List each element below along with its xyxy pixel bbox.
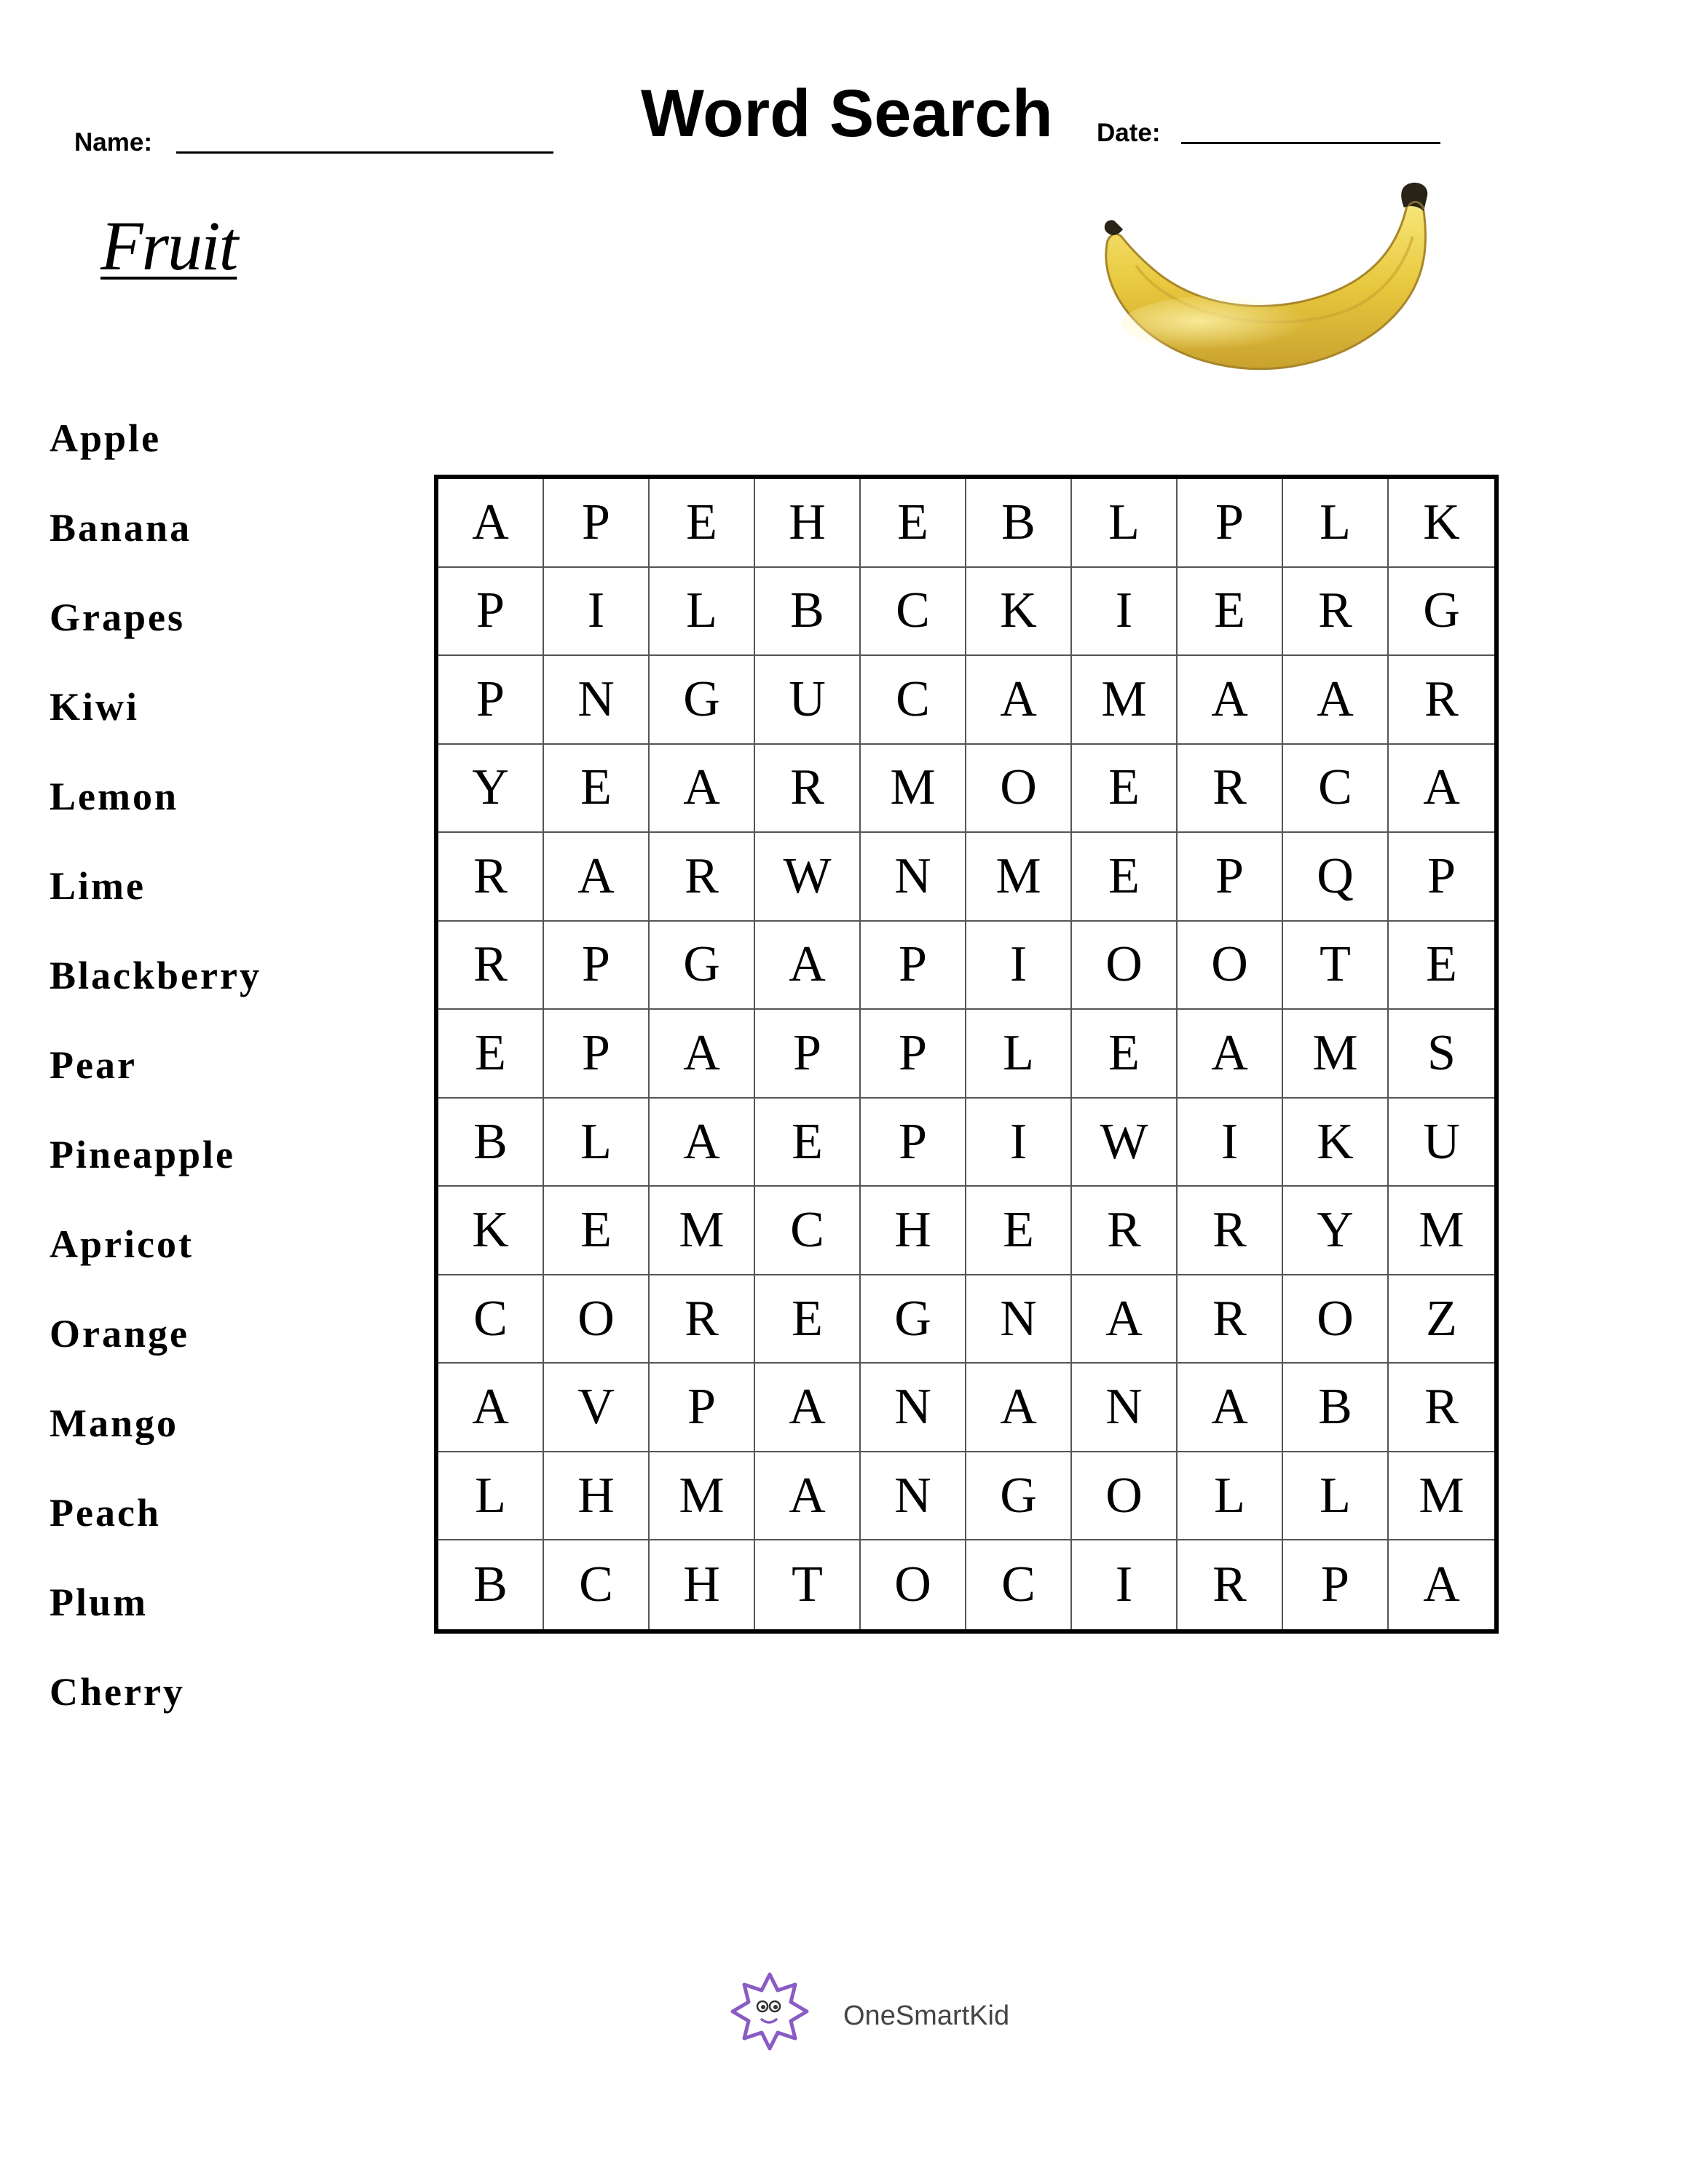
grid-cell[interactable]: V [544,1364,650,1452]
grid-cell[interactable]: L [1283,479,1389,568]
grid-cell[interactable]: P [438,656,544,745]
date-label: Date: [1097,119,1161,147]
grid-cell[interactable]: I [544,568,650,657]
grid-cell[interactable]: U [755,656,861,745]
grid-cell[interactable]: E [755,1275,861,1364]
grid-cell[interactable]: I [1072,568,1178,657]
grid-cell[interactable]: I [1178,1099,1283,1187]
grid-cell[interactable]: P [544,479,650,568]
grid-cell[interactable]: E [755,1099,861,1187]
grid-cell[interactable]: C [861,568,966,657]
grid-cell[interactable]: N [861,1364,966,1452]
star-face-icon [730,1971,810,2052]
grid-cell[interactable]: E [544,745,650,834]
grid-cell[interactable]: O [1283,1275,1389,1364]
grid-cell[interactable]: R [438,922,544,1010]
name-label: Name: [74,128,152,157]
word-list-item: Mango [50,1401,178,1445]
grid-cell[interactable]: N [1072,1364,1178,1452]
grid-cell[interactable]: K [1283,1099,1389,1187]
grid-cell[interactable]: A [544,833,650,922]
grid-cell[interactable]: R [1178,1540,1283,1629]
grid-cell[interactable]: H [544,1452,650,1541]
grid-cell[interactable]: P [1178,479,1283,568]
grid-cell[interactable]: A [1283,656,1389,745]
brand-name: OneSmartKid [843,2001,1010,2031]
grid-cell[interactable]: B [966,479,1072,568]
grid-cell[interactable]: G [966,1452,1072,1541]
grid-cell[interactable]: A [755,922,861,1010]
grid-cell[interactable]: G [1389,568,1494,657]
grid-cell[interactable]: C [755,1187,861,1275]
word-list-item: Plum [50,1580,149,1624]
word-search-grid [434,475,1499,1634]
grid-cell[interactable]: I [966,1099,1072,1187]
grid-cell[interactable]: W [1072,1099,1178,1187]
grid-cell[interactable]: E [966,1187,1072,1275]
grid-cell[interactable]: L [650,568,755,657]
grid-cell[interactable]: H [861,1187,966,1275]
grid-cell[interactable]: R [1389,1364,1494,1452]
word-list-item: Lime [50,864,146,908]
grid-cell[interactable]: C [438,1275,544,1364]
grid-cell[interactable]: B [438,1099,544,1187]
grid-cell[interactable]: H [755,479,861,568]
page-title: Word Search [641,76,1053,151]
grid-cell[interactable]: R [1178,1275,1283,1364]
grid-cell[interactable]: P [755,1010,861,1099]
grid-cell[interactable]: I [1072,1540,1178,1629]
grid-cell[interactable]: R [438,833,544,922]
grid-cell[interactable]: A [1423,1556,1460,1613]
date-field[interactable] [1181,142,1440,144]
grid-cell[interactable]: P [861,1099,966,1187]
grid-cell[interactable]: A [438,479,544,568]
grid-cell[interactable]: C [1283,745,1389,834]
grid-cell[interactable]: P [1178,833,1283,922]
name-field[interactable] [176,151,553,154]
grid-cell[interactable]: P [544,922,650,1010]
word-list-item: Grapes [50,596,185,639]
word-list-item: Kiwi [50,685,140,729]
grid-cell[interactable]: E [544,1187,650,1275]
grid-cell[interactable]: A [1178,1010,1283,1099]
word-list-item: Blackberry [50,954,261,997]
grid-cell[interactable]: M [1389,1452,1494,1541]
grid-cell[interactable]: A [650,1099,755,1187]
grid-cell[interactable]: O [544,1275,650,1364]
grid-cell[interactable]: R [755,745,861,834]
grid-cell[interactable]: A [438,1364,544,1452]
word-list [50,414,261,1757]
word-list-item: Pear [50,1043,137,1087]
grid-cell[interactable]: A [650,1010,755,1099]
grid-cell[interactable]: T [755,1540,861,1629]
grid-cell[interactable]: R [1178,1187,1283,1275]
grid-cell[interactable]: E [1072,745,1178,834]
grid-cell[interactable]: E [1072,1010,1178,1099]
grid-cell[interactable]: K [1389,479,1494,568]
grid-cell[interactable]: L [1283,1452,1389,1541]
grid-cell[interactable]: C [544,1540,650,1629]
grid-cell[interactable]: A [966,656,1072,745]
grid-cell[interactable]: A [1389,745,1494,834]
grid-cell[interactable]: G [650,922,755,1010]
grid-cell[interactable]: P [861,922,966,1010]
grid-cell[interactable]: S [1389,1010,1494,1099]
word-list-item: Lemon [50,775,178,818]
grid-cell[interactable]: E [650,479,755,568]
grid-cell[interactable]: Y [438,745,544,834]
grid-cell[interactable]: R [1178,745,1283,834]
grid-cell[interactable]: K [438,1187,544,1275]
grid-cell[interactable]: A [755,1364,861,1452]
grid-cell[interactable]: E [1178,568,1283,657]
grid-cell[interactable]: Y [1283,1187,1389,1275]
word-list-item: Banana [50,506,192,550]
grid-cell[interactable]: P [544,1010,650,1099]
grid-cell[interactable]: M [966,833,1072,922]
grid-cell[interactable]: A [1178,1364,1283,1452]
word-list-item: Cherry [50,1670,185,1714]
grid-cell[interactable]: G [861,1275,966,1364]
word-list-item: Apricot [50,1222,194,1266]
grid-cell[interactable]: N [966,1275,1072,1364]
grid-cell[interactable]: A [755,1452,861,1541]
grid-cell[interactable]: A [1072,1275,1178,1364]
grid-cell[interactable]: R [1283,568,1389,657]
grid-cell[interactable]: I [966,922,1072,1010]
grid-cell[interactable]: R [1072,1187,1178,1275]
grid-cell[interactable]: R [650,1275,755,1364]
grid-cell[interactable]: R [1389,656,1494,745]
word-list-item: Orange [50,1312,189,1356]
grid-cell[interactable]: M [650,1452,755,1541]
grid-cell[interactable]: P [1389,833,1494,922]
grid-cell[interactable]: H [650,1540,755,1629]
puzzle-theme: Fruit [100,207,237,285]
grid-cell[interactable]: C [966,1540,1072,1629]
grid-cell[interactable]: P [650,1364,755,1452]
grid-cell[interactable]: O [861,1540,966,1629]
word-list-item: Peach [50,1491,161,1535]
grid-cell[interactable]: L [966,1010,1072,1099]
grid-cell[interactable]: B [438,1540,544,1629]
word-list-item: Apple [50,416,162,460]
grid-cell[interactable]: O [966,745,1072,834]
grid-cell[interactable]: Q [1283,833,1389,922]
grid-cell[interactable]: L [1072,479,1178,568]
grid-cell[interactable]: B [1283,1364,1389,1452]
grid-cell[interactable]: G [650,656,755,745]
grid-cell[interactable]: O [1072,1452,1178,1541]
grid-cell[interactable]: E [1072,833,1178,922]
grid-cell[interactable]: R [650,833,755,922]
grid-cell[interactable]: L [1178,1452,1283,1541]
grid-cell[interactable]: M [1283,1010,1389,1099]
grid-cell[interactable]: P [1283,1540,1389,1629]
grid-cell[interactable]: W [755,833,861,922]
grid-cell[interactable]: A [1178,656,1283,745]
grid-cell[interactable]: T [1283,922,1389,1010]
grid-cell[interactable]: U [1389,1099,1494,1187]
grid-cell[interactable]: N [544,656,650,745]
grid-cell[interactable]: L [438,1452,544,1541]
grid-cell[interactable]: M [650,1187,755,1275]
grid-cell[interactable]: K [966,568,1072,657]
grid-cell[interactable]: O [1178,922,1283,1010]
grid-cell[interactable]: M [1072,656,1178,745]
grid-cell[interactable]: M [861,745,966,834]
grid-cell[interactable]: E [861,479,966,568]
grid-cell[interactable]: N [861,833,966,922]
grid-cell[interactable]: P [861,1010,966,1099]
grid-cell[interactable]: B [755,568,861,657]
grid-cell[interactable]: E [438,1010,544,1099]
grid-cell[interactable]: N [861,1452,966,1541]
banana-icon [1092,178,1435,382]
grid-cell[interactable]: C [861,656,966,745]
grid-cell[interactable]: Z [1389,1275,1494,1364]
grid-cell[interactable]: L [544,1099,650,1187]
grid-cell[interactable]: E [1389,922,1494,1010]
grid-cell[interactable]: A [966,1364,1072,1452]
grid-cell[interactable]: M [1389,1187,1494,1275]
grid-cell[interactable]: P [438,568,544,657]
grid-cell[interactable]: A [650,745,755,834]
grid-cell[interactable]: O [1072,922,1178,1010]
word-list-item: Pineapple [50,1133,236,1176]
